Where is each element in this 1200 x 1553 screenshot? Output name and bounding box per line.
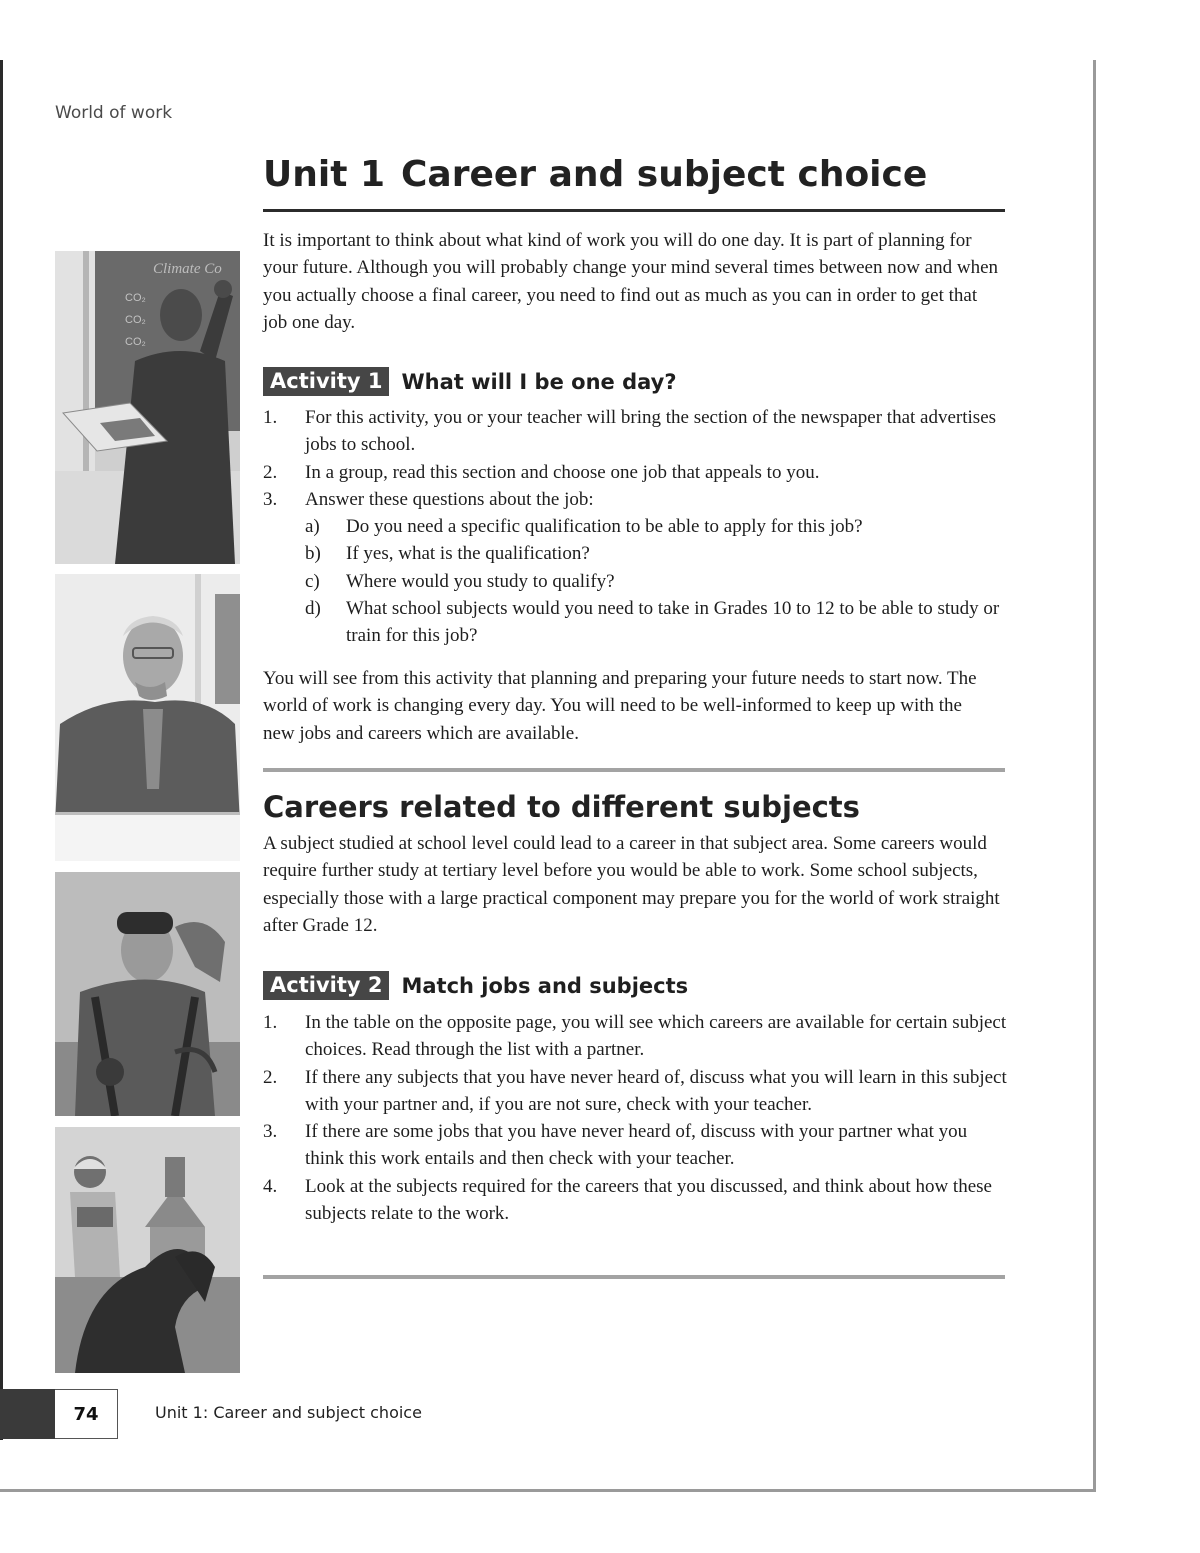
list-item-text: Look at the subjects required for the careers that you discussed, and think about how these subjects relate to the work. [305, 1175, 992, 1225]
sub-item-text: What school subjects would you need to take in Grades 10 to 12 to be able to study or train for this job? [346, 598, 1000, 647]
unit-title-text: Career and subject choice [401, 154, 928, 195]
activity-1-title: What will I be one day? [401, 369, 677, 394]
diver-photo [55, 872, 240, 1116]
list-item-number: 4. [263, 1175, 278, 1197]
list-item-text: If there are some jobs that you have never heard of, discuss with your partner what you think this work entails and then check with your teacher. [305, 1121, 968, 1170]
sub-item-text: Do you need a specific qualification to be able to apply for this job? [346, 516, 863, 538]
sub-list-item [263, 568, 1008, 595]
activity-1-conclusion: You will see from this activity that planning and preparing your future needs to start now. The world of work is changing every day. You will need to be well-informed to keep up with the new jobs and careers which are available. [263, 668, 977, 744]
list-item-number: 3. [263, 1121, 278, 1143]
page-edge-bottom [0, 1489, 1096, 1492]
footer-bar [0, 1389, 55, 1439]
page-edge-left [0, 60, 3, 1440]
sub-list-item [263, 513, 1008, 540]
list-item [263, 1173, 1008, 1228]
list-item [263, 486, 1008, 513]
page-edge-right [1093, 60, 1096, 1492]
unit-number: Unit 1 [263, 154, 385, 195]
section-divider [263, 768, 1005, 772]
jockey-photo [55, 1127, 240, 1373]
careers-heading: Careers related to different subjects [263, 790, 860, 824]
board-formula: CO₂ [125, 314, 146, 326]
unit-title [263, 154, 927, 195]
careers-paragraph: A subject studied at school level could lead to a career in that subject area. Some careers would require further study at tertiary level before you would be able to work. Some school subjects, especially those with a large practical component may prepare you for the world of work straight after Grade 12. [263, 833, 1000, 936]
businessman-photo [55, 574, 240, 861]
activity-1-heading [263, 367, 677, 396]
board-formula: CO₂ [125, 292, 146, 304]
sub-item-text: If yes, what is the qualification? [346, 543, 590, 565]
sub-item-letter: c) [305, 570, 320, 592]
list-item [263, 459, 1008, 486]
activity-2-title: Match jobs and subjects [401, 973, 689, 998]
sub-list-item [263, 540, 1008, 567]
activity-1-badge: Activity 1 [263, 367, 389, 396]
sub-item-text: Where would you study to qualify? [346, 570, 615, 592]
sub-item-letter: a) [305, 516, 320, 538]
board-text: Climate Co [153, 261, 222, 277]
list-item-number: 2. [263, 1066, 278, 1088]
sub-item-letter: b) [305, 543, 321, 565]
title-underline [263, 209, 1005, 212]
section-divider [263, 1275, 1005, 1279]
activity-2-list [263, 1009, 1008, 1227]
list-item [263, 1118, 1008, 1173]
list-item-text: For this activity, you or your teacher will bring the section of the newspaper that advertises jobs to school. [305, 407, 997, 456]
activity-2-badge: Activity 2 [263, 971, 389, 1000]
activity-1-list [263, 404, 1008, 650]
list-item-text: In a group, read this section and choose one job that appeals to you. [305, 461, 820, 483]
list-item-text: In the table on the opposite page, you will see which careers are available for certain subject choices. Read through the list with a partner. [305, 1012, 1007, 1061]
list-item-text: If there any subjects that you have never heard of, discuss what you will learn in this subject with your partner and, if you are not sure, check with your teacher. [305, 1066, 1007, 1115]
section-label: World of work [55, 103, 173, 123]
list-item-number: 2. [263, 461, 278, 483]
teacher-photo [55, 251, 240, 564]
list-item [263, 1064, 1008, 1119]
board-formula: CO₂ [125, 336, 146, 348]
sub-list-item [263, 595, 1008, 650]
list-item [263, 404, 1008, 459]
list-item-number: 1. [263, 1012, 278, 1033]
list-item [263, 1009, 1008, 1064]
sub-item-letter: d) [305, 598, 321, 620]
list-item-text: Answer these questions about the job: [305, 488, 594, 510]
activity-2-heading [263, 971, 688, 1000]
list-item-number: 3. [263, 488, 278, 510]
intro-paragraph: It is important to think about what kind of work you will do one day. It is part of planning for your future. Although you will probably change your mind several times between now and when you actually choose a final career, you need to find out as much as you can in order to get that job one day. [263, 230, 999, 333]
footer-title: Unit 1: Career and subject choice [155, 1403, 422, 1422]
list-item-number: 1. [263, 407, 278, 428]
page-number: 74 [55, 1389, 118, 1439]
